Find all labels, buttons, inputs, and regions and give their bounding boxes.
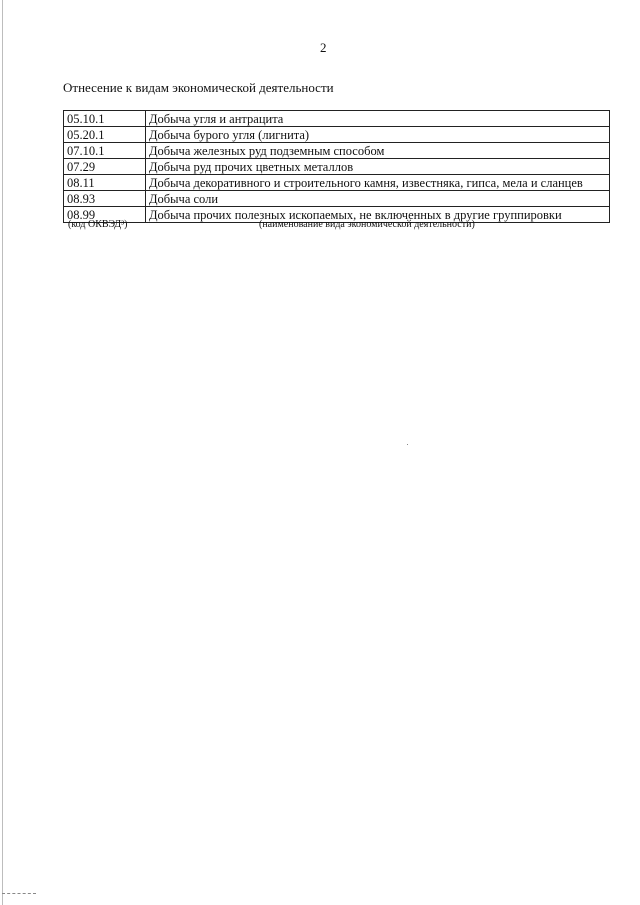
activity-name-cell: Добыча бурого угля (лигнита) — [146, 127, 610, 143]
activity-name-cell: Добыча декоративного и строительного камня, известняка, гипса, мела и сланцев — [146, 175, 610, 191]
table-row — [64, 127, 610, 143]
page-number: 2 — [320, 40, 327, 55]
table-row — [64, 143, 610, 159]
okved-code-cell: 08.93 — [64, 191, 146, 207]
table-row — [64, 191, 610, 207]
okved-code-cell: 05.20.1 — [64, 127, 146, 143]
activity-name-cell: Добыча железных руд подземным способом — [146, 143, 610, 159]
activity-name-cell: Добыча руд прочих цветных металлов — [146, 159, 610, 175]
okved-code-cell: 08.11 — [64, 175, 146, 191]
okved-table — [63, 110, 610, 223]
okved-code-cell: 05.10.1 — [64, 111, 146, 127]
activity-name-caption: (наименование вида экономической деятельности) — [259, 219, 475, 230]
okved-code-cell: 08.99 — [64, 207, 146, 223]
activity-name-cell: Добыча угля и антрацита — [146, 111, 610, 127]
table-row — [64, 111, 610, 127]
scan-bottom-mark — [2, 893, 36, 894]
okved-code-cell: 07.10.1 — [64, 143, 146, 159]
activity-name-cell: Добыча соли — [146, 191, 610, 207]
okved-code-cell: 07.29 — [64, 159, 146, 175]
section-heading: Отнесение к видам экономической деятельности — [63, 80, 334, 95]
scan-left-edge — [2, 0, 3, 905]
table-row — [64, 175, 610, 191]
table-row — [64, 159, 610, 175]
activity-name-cell: Добыча прочих полезных ископаемых, не включенных в другие группировки — [146, 207, 610, 223]
scan-speck — [407, 444, 408, 445]
okved-code-caption: (код ОКВЭД³) — [68, 219, 128, 230]
